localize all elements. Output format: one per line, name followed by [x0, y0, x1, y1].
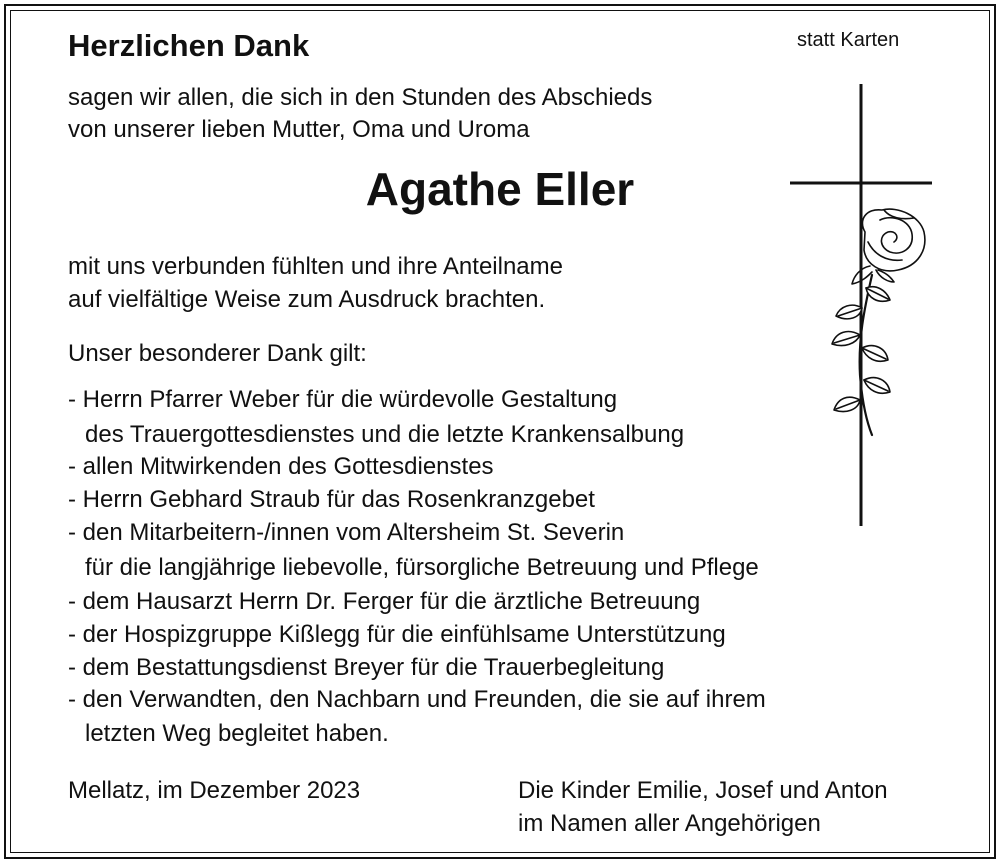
rose-icon: [832, 209, 925, 435]
thanks-line: - Herrn Gebhard Straub für das Rosenkranzgebet: [68, 486, 595, 513]
thanks-line: für die langjährige liebevolle, fürsorgliche Betreuung und Pflege: [85, 554, 759, 581]
thanks-line: - den Verwandten, den Nachbarn und Freunden, die sie auf ihrem: [68, 686, 766, 713]
thanks-line: letzten Weg begleitet haben.: [85, 720, 389, 747]
body-line-1: mit uns verbunden fühlten und ihre Anteilname: [68, 253, 563, 280]
thanks-line: des Trauergottesdienstes und die letzte Krankensalbung: [85, 421, 685, 448]
thanks-line: - allen Mitwirkenden des Gottesdienstes: [68, 453, 494, 480]
intro-line-2: von unserer lieben Mutter, Oma und Uroma: [68, 116, 530, 143]
thanks-line: - dem Bestattungsdienst Breyer für die Trauerbegleitung: [68, 654, 665, 681]
page-title: Herzlichen Dank: [68, 28, 310, 63]
thanks-line: - Herrn Pfarrer Weber für die würdevolle Gestaltung: [68, 386, 618, 413]
cross-icon: [790, 84, 932, 526]
deceased-name: Agathe Eller: [365, 163, 635, 215]
thanks-line: - der Hospizgruppe Kißlegg für die einfühlsame Unterstützung: [68, 621, 726, 648]
statt-karten-note: statt Karten: [797, 29, 900, 51]
thanks-line: - dem Hausarzt Herrn Dr. Ferger für die ärztliche Betreuung: [68, 588, 701, 615]
place-date: Mellatz, im Dezember 2023: [68, 777, 361, 804]
cross-with-rose-illustration: [780, 80, 940, 530]
signature-line-1: Die Kinder Emilie, Josef und Anton: [518, 777, 888, 804]
body-line-2: auf vielfältige Weise zum Ausdruck brachten.: [68, 286, 546, 313]
intro-line-1: sagen wir allen, die sich in den Stunden des Abschieds: [68, 84, 653, 111]
thanks-heading: Unser besonderer Dank gilt:: [68, 340, 367, 367]
signature-line-2: im Namen aller Angehörigen: [518, 810, 821, 837]
thanks-line: - den Mitarbeitern-/innen vom Altersheim St. Severin: [68, 519, 625, 546]
